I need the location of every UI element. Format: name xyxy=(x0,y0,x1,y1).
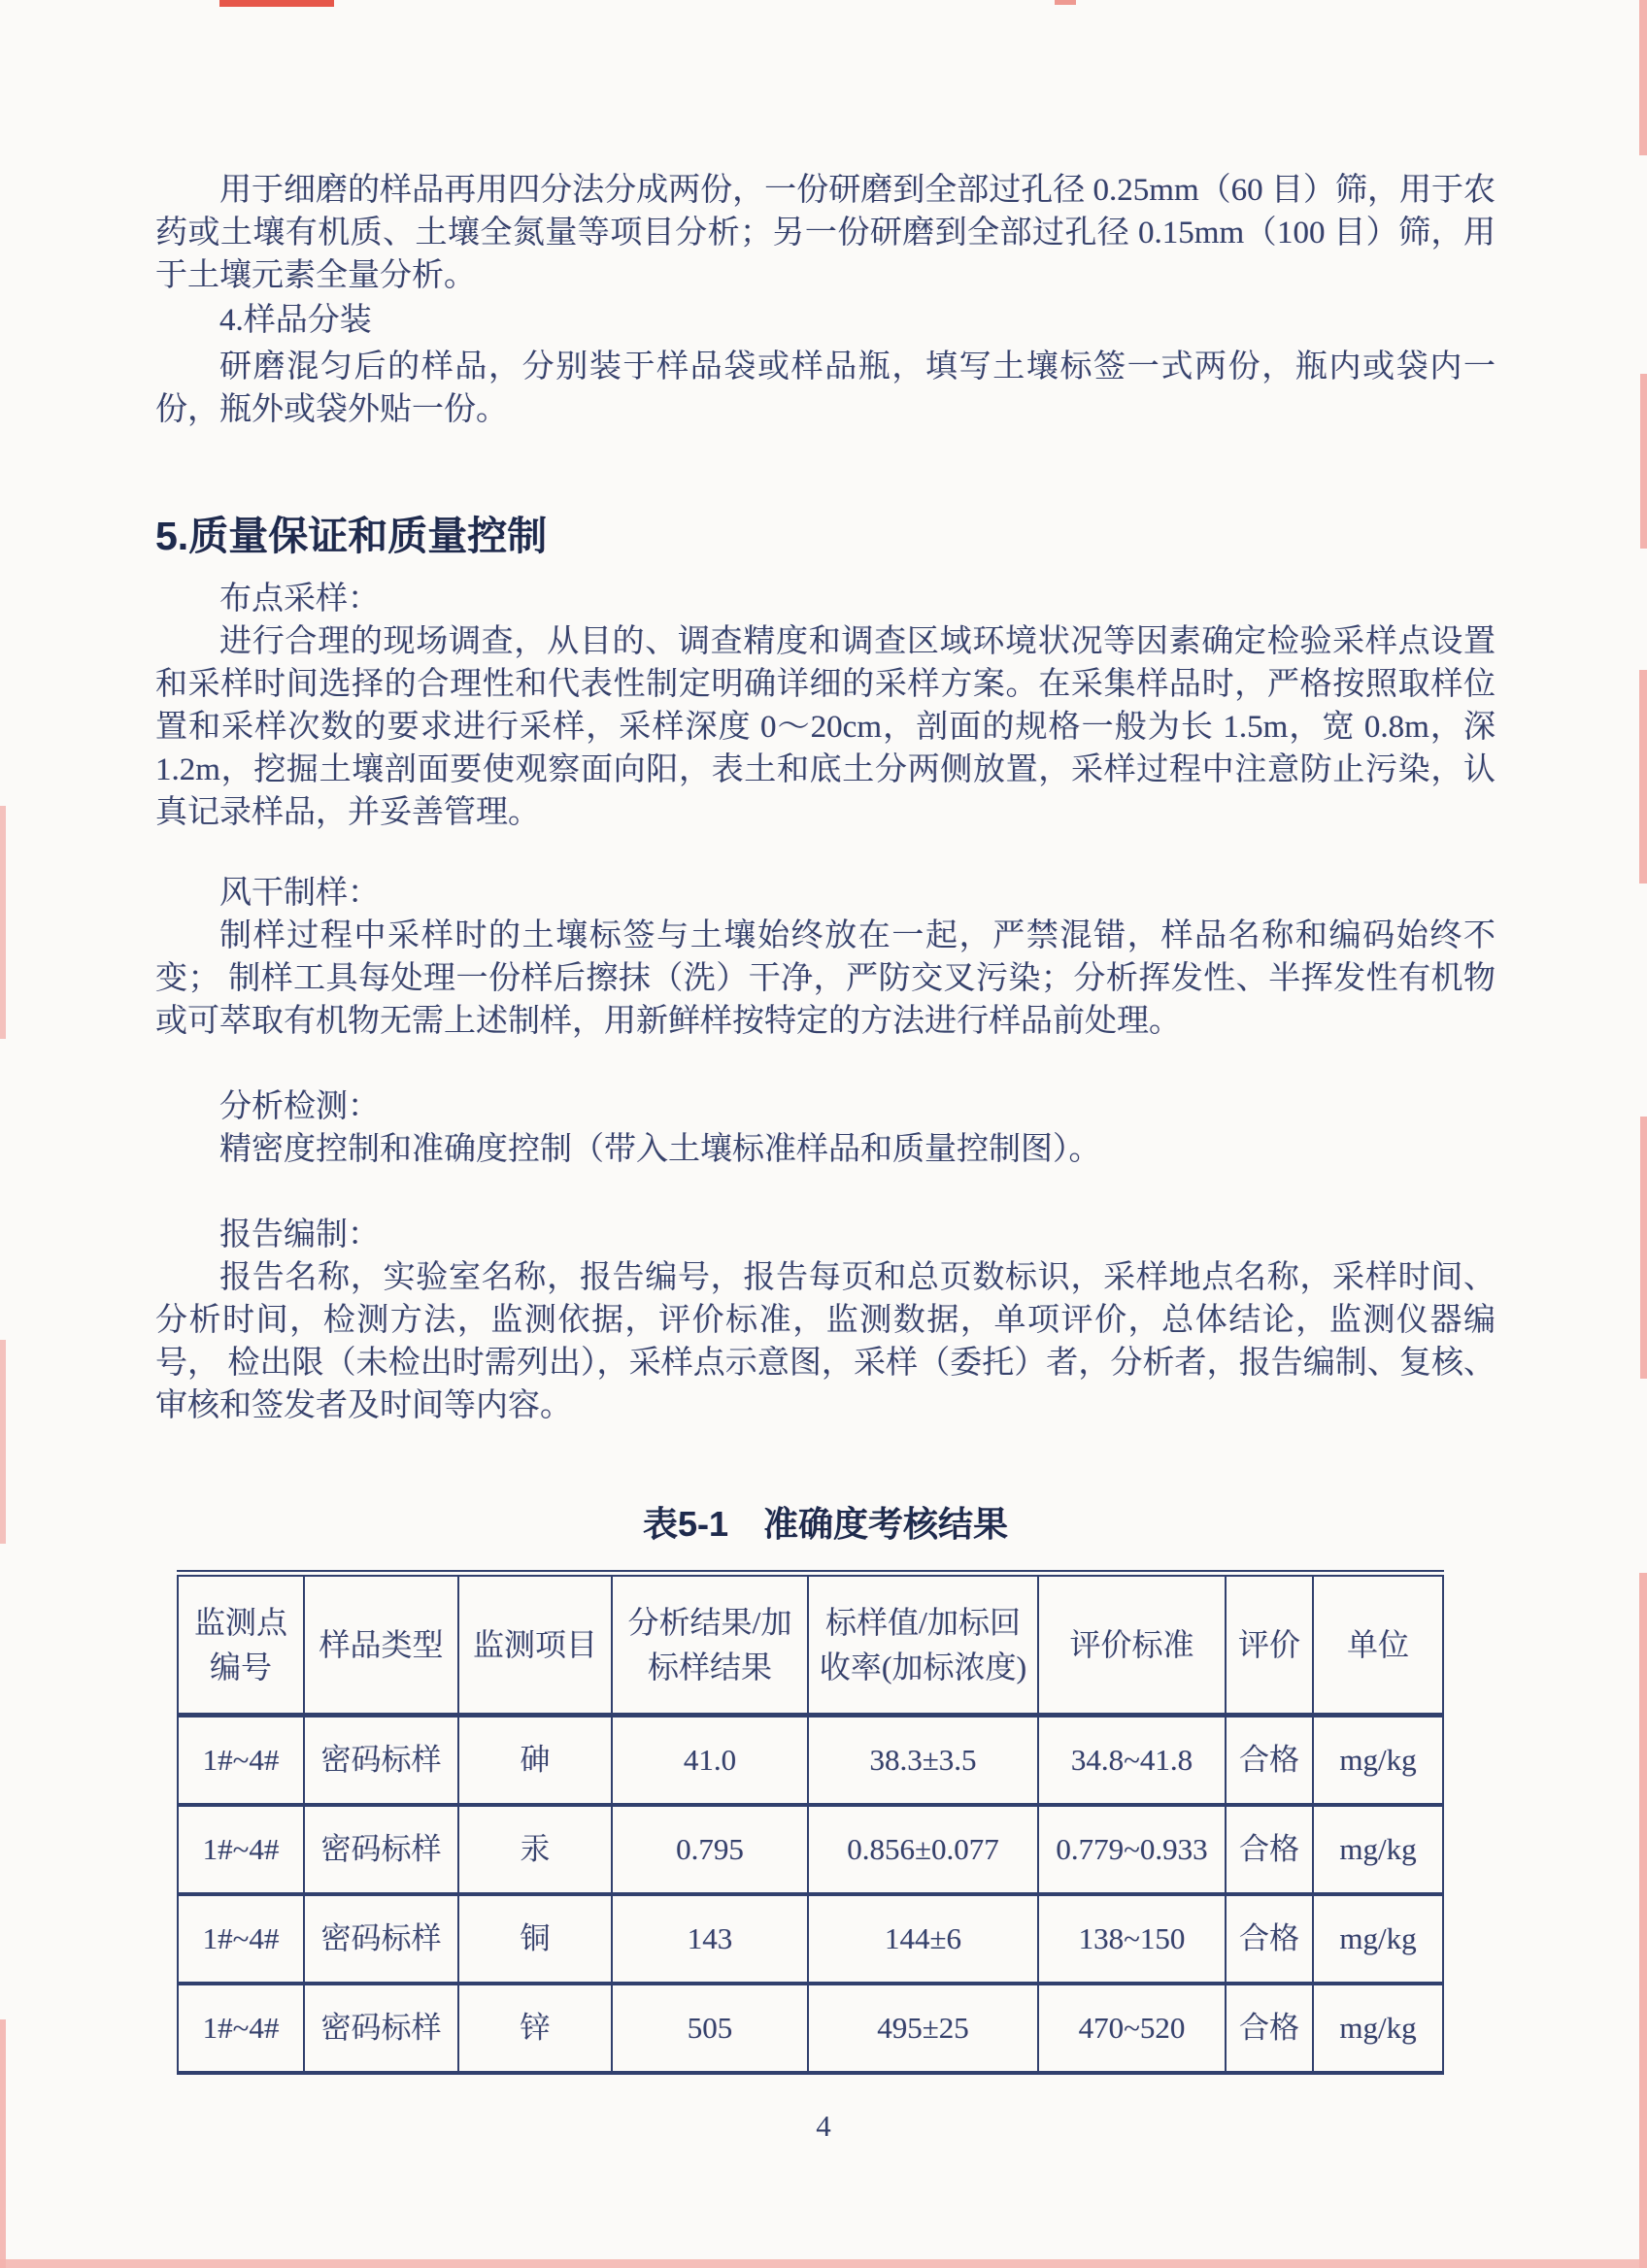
cell-eval: 合格 xyxy=(1226,1894,1313,1984)
page-number: 4 xyxy=(816,2109,831,2143)
scan-artifact-right-edge xyxy=(1639,670,1647,884)
cell-eval: 合格 xyxy=(1226,1716,1313,1806)
cell-result: 41.0 xyxy=(612,1716,808,1806)
cell-standard-value: 495±25 xyxy=(808,1984,1038,2073)
table-row xyxy=(178,1894,1443,1984)
cell-item: 锌 xyxy=(458,1984,612,2073)
paragraph-report-compilation: 报告名称，实验室名称，报告编号，报告每页和总页数标识，采样地点名称，采样时间、分析时间，检测方法，监测依据，评价标准，监测数据，单项评价，总体结论，监测仪器编号， 检出限（未检出时需列出），采样点示意图，采样（委托）者，分析者，报告编制、复核、审核和签发者及时间等内容。 xyxy=(155,1260,1496,1423)
cell-unit: mg/kg xyxy=(1313,1716,1443,1806)
table-title: 表5-1 准确度考核结果 xyxy=(642,1504,1009,1544)
label-report-compilation: 报告编制： xyxy=(219,1217,380,1252)
cell-standard-value: 38.3±3.5 xyxy=(808,1716,1038,1806)
subheading-sample-packing: 4.样品分装 xyxy=(219,303,372,338)
scan-artifact-right-edge xyxy=(1639,1573,1647,2268)
paragraph-analysis: 精密度控制和准确度控制（带入土壤标准样品和质量控制图）。 xyxy=(219,1132,1101,1167)
cell-eval-standard: 34.8~41.8 xyxy=(1038,1716,1226,1806)
cell-sample-type: 密码标样 xyxy=(304,1716,458,1806)
cell-eval-standard: 470~520 xyxy=(1038,1984,1226,2073)
cell-item: 砷 xyxy=(458,1716,612,1806)
cell-standard-value: 144±6 xyxy=(808,1894,1038,1984)
section-heading-qa-qc: 5.质量保证和质量控制 xyxy=(155,514,548,558)
col-header-evaluation-standard: 评价标准 xyxy=(1038,1574,1226,1716)
table-row xyxy=(178,1716,1443,1806)
cell-eval-standard: 0.779~0.933 xyxy=(1038,1805,1226,1894)
cell-eval: 合格 xyxy=(1226,1805,1313,1894)
label-sampling-layout: 布点采样： xyxy=(219,582,380,617)
cell-sample-type: 密码标样 xyxy=(304,1805,458,1894)
cell-unit: mg/kg xyxy=(1313,1984,1443,2073)
cell-sample-type: 密码标样 xyxy=(304,1894,458,1984)
scan-artifact-top-red-small xyxy=(1055,0,1076,5)
cell-eval-standard: 138~150 xyxy=(1038,1894,1226,1984)
col-header-unit: 单位 xyxy=(1313,1574,1443,1716)
cell-result: 0.795 xyxy=(612,1805,808,1894)
scan-artifact-right-edge xyxy=(1639,0,1647,155)
cell-unit: mg/kg xyxy=(1313,1805,1443,1894)
table-header-row xyxy=(178,1574,1443,1716)
cell-item: 铜 xyxy=(458,1894,612,1984)
col-header-standard-value: 标样值/加标回收率(加标浓度) xyxy=(808,1574,1038,1716)
cell-point: 1#~4# xyxy=(178,1716,304,1806)
cell-unit: mg/kg xyxy=(1313,1894,1443,1984)
table-row xyxy=(178,1984,1443,2073)
col-header-evaluation: 评价 xyxy=(1226,1574,1313,1716)
col-header-monitor-item: 监测项目 xyxy=(458,1574,612,1716)
label-analysis: 分析检测： xyxy=(219,1089,380,1124)
cell-point: 1#~4# xyxy=(178,1984,304,2073)
paragraph-air-drying: 制样过程中采样时的土壤标签与土壤始终放在一起，严禁混错，样品名称和编码始终不变； 制样工具每处理一份样后擦抹（洗）干净，严防交叉污染；分析挥发性、半挥发性有机物或可萃取有机物无需上述制样，用新鲜样按特定的方法进行样品前处理。 xyxy=(155,918,1496,1039)
scan-artifact-right-edge xyxy=(1640,1117,1647,1379)
cell-point: 1#~4# xyxy=(178,1805,304,1894)
scan-artifact-left-edge xyxy=(0,806,6,1039)
cell-point: 1#~4# xyxy=(178,1894,304,1984)
col-header-analysis-result: 分析结果/加标样结果 xyxy=(612,1574,808,1716)
label-air-drying: 风干制样： xyxy=(219,876,380,911)
paragraph-sampling: 进行合理的现场调查，从目的、调查精度和调查区域环境状况等因素确定检验采样点设置和采样时间选择的合理性和代表性制定明确详细的采样方案。在采集样品时，严格按照取样位置和采样次数的要求进行采样，采样深度 0～20cm，剖面的规格一般为长 1.5m，宽 0.8m，深 1.2m，挖掘土壤剖面要使观察面向阳，表土和底土分两侧放置，采样过程中注意防止污染，认真记录样品，并妥善管理。 xyxy=(155,624,1496,830)
table-row xyxy=(178,1805,1443,1894)
cell-eval: 合格 xyxy=(1226,1984,1313,2073)
cell-item: 汞 xyxy=(458,1805,612,1894)
cell-sample-type: 密码标样 xyxy=(304,1984,458,2073)
cell-standard-value: 0.856±0.077 xyxy=(808,1805,1038,1894)
paragraph-grinding: 用于细磨的样品再用四分法分成两份，一份研磨到全部过孔径 0.25mm（60 目）筛，用于农药或土壤有机质、土壤全氮量等项目分析；另一份研磨到全部过孔径 0.15mm（100 目）筛，用于土壤元素全量分析。 xyxy=(155,173,1496,293)
cell-result: 143 xyxy=(612,1894,808,1984)
col-header-sample-type: 样品类型 xyxy=(304,1574,458,1716)
paragraph-packing: 研磨混匀后的样品，分别装于样品袋或样品瓶，填写土壤标签一式两份，瓶内或袋内一份，瓶外或袋外贴一份。 xyxy=(155,350,1496,427)
scan-artifact-top-red xyxy=(219,0,334,7)
scan-artifact-left-edge xyxy=(0,2019,6,2268)
accuracy-assessment-table xyxy=(177,1570,1444,2075)
col-header-monitor-point: 监测点编号 xyxy=(178,1574,304,1716)
scan-artifact-bottom-edge xyxy=(0,2259,1647,2268)
cell-result: 505 xyxy=(612,1984,808,2073)
scan-artifact-right-edge xyxy=(1640,374,1647,549)
scan-artifact-left-edge xyxy=(0,1340,6,1544)
